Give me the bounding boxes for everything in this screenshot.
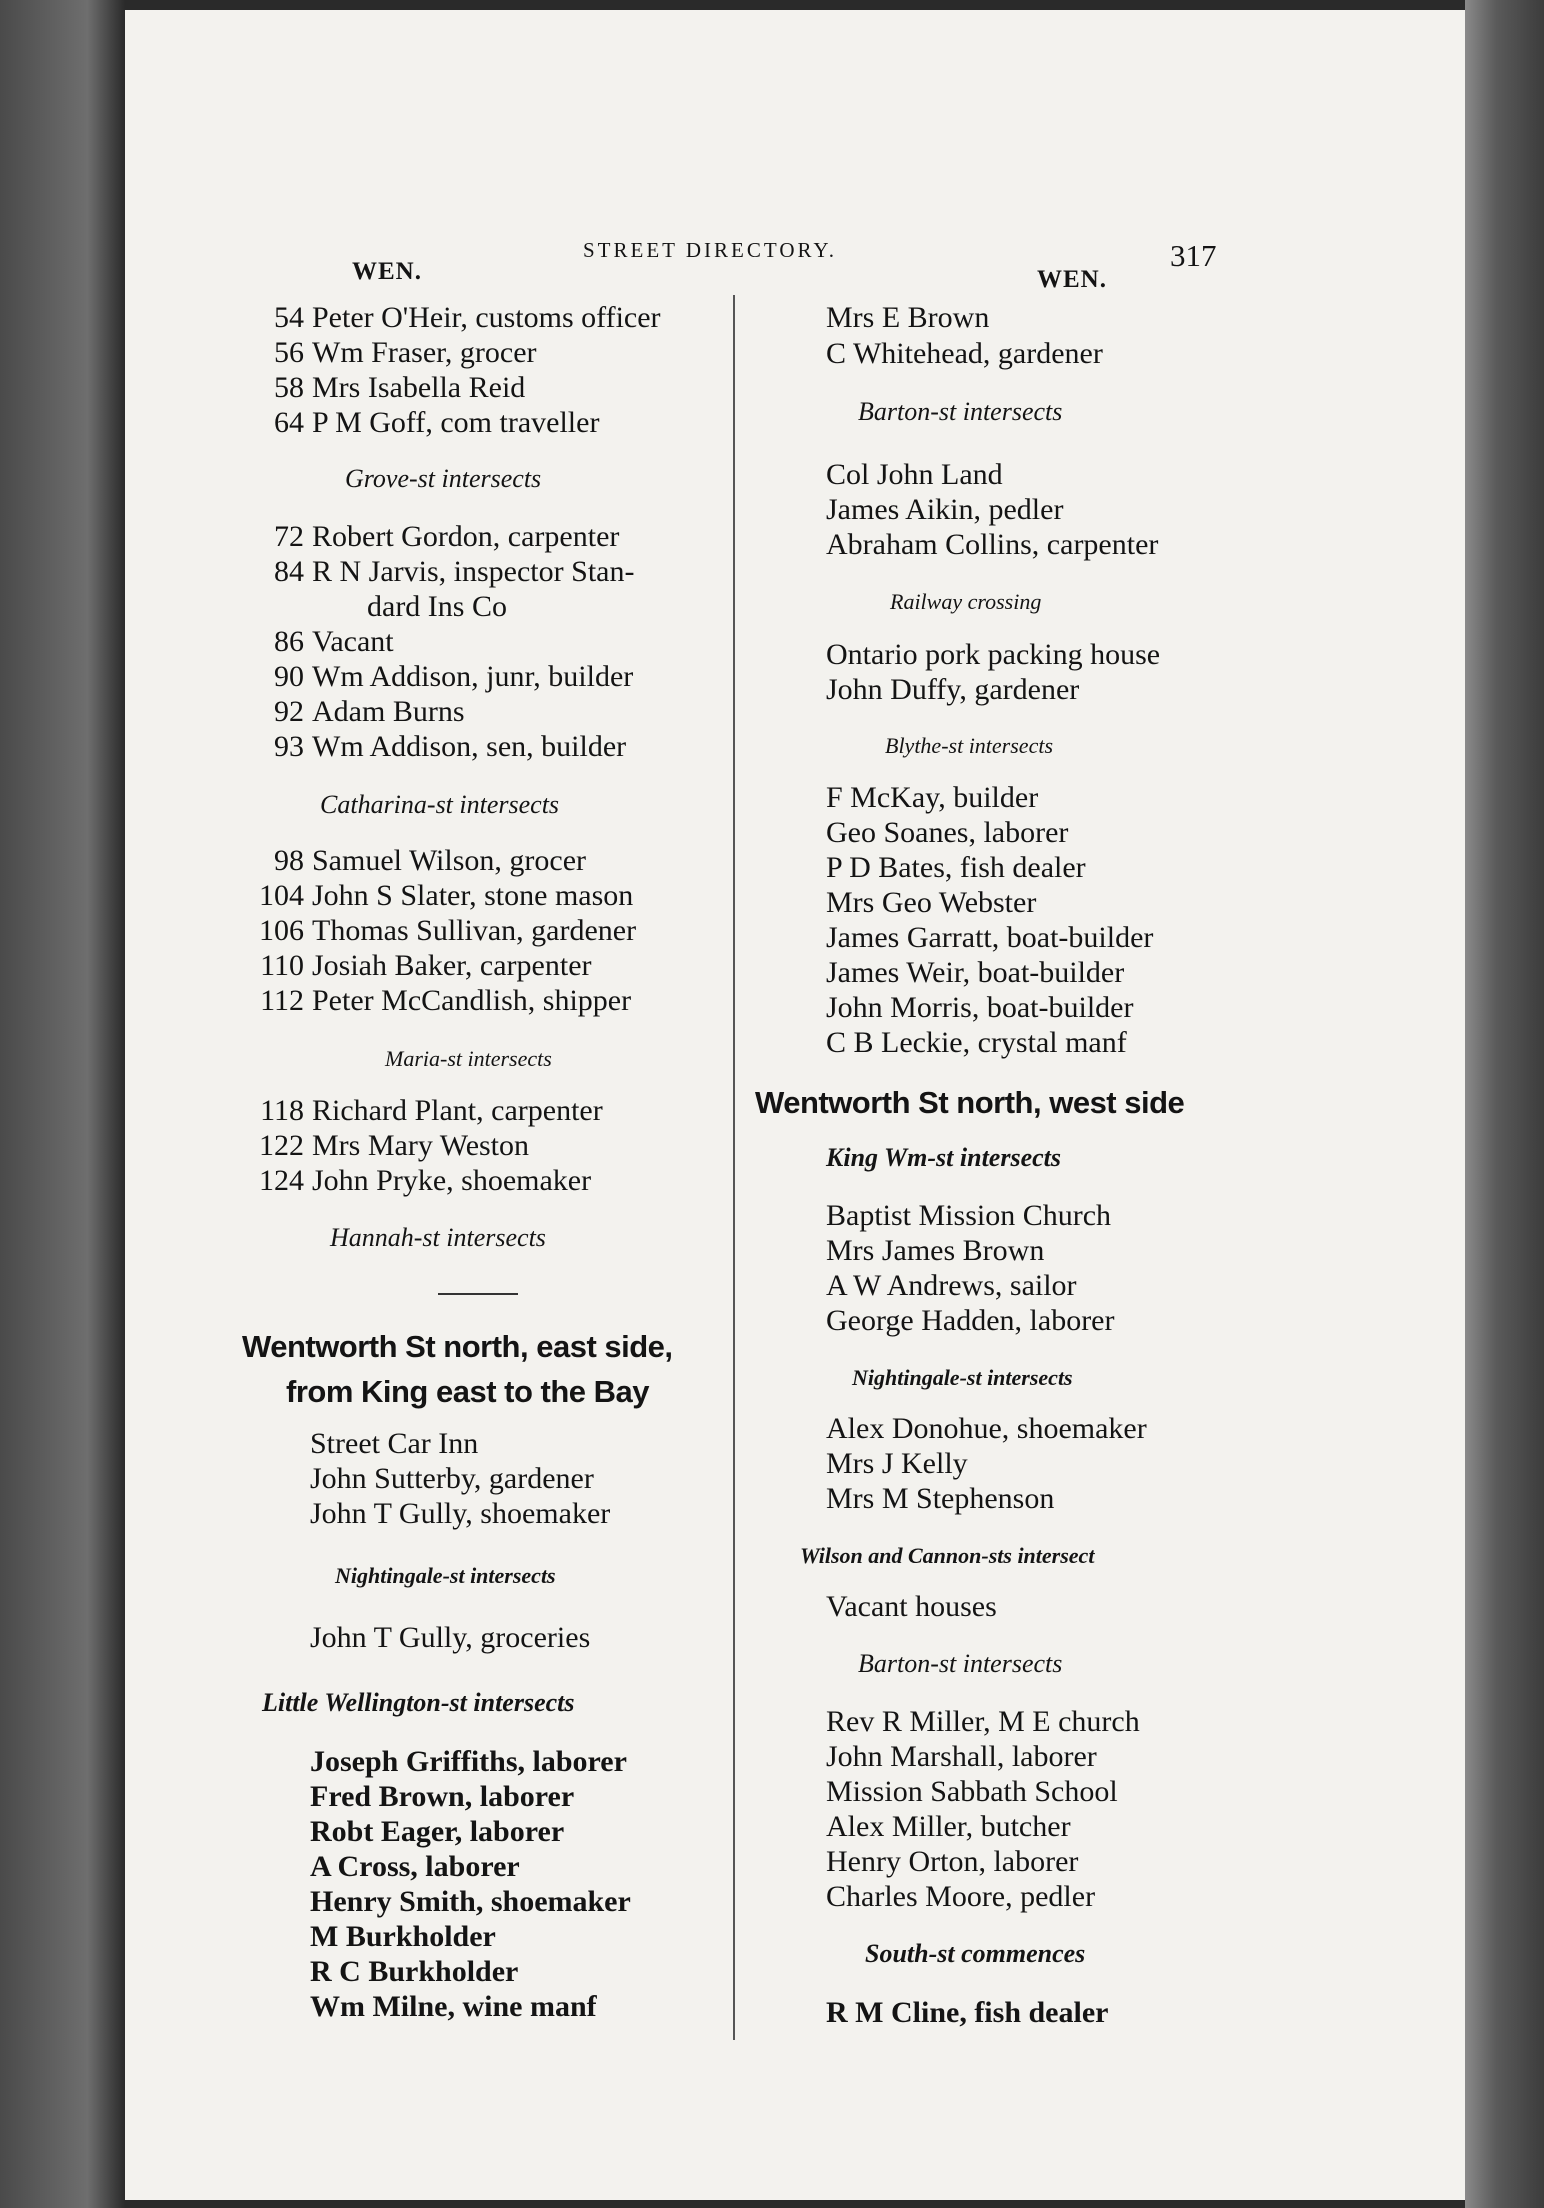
list-item: Henry Orton, laborer	[826, 1845, 1079, 1878]
entry-row: 56 Wm Fraser, grocer	[274, 336, 537, 369]
short-rule	[438, 1293, 518, 1295]
list-item: John Marshall, laborer	[826, 1740, 1097, 1773]
list-item: C B Leckie, crystal manf	[826, 1026, 1127, 1059]
list-item: Charles Moore, pedler	[826, 1880, 1096, 1913]
entry-row: 98 Samuel Wilson, grocer	[274, 844, 587, 877]
list-item: Henry Smith, shoemaker	[310, 1885, 631, 1918]
entry-row: 112 Peter McCandlish, shipper	[260, 984, 632, 1017]
entry-row: dard Ins Co	[367, 590, 507, 623]
section-nightingale-st-west: Nightingale-st intersects	[852, 1365, 1073, 1390]
list-item: Joseph Griffiths, laborer	[310, 1745, 627, 1778]
section-south-st: South-st commences	[865, 1939, 1086, 1968]
list-item: Alex Donohue, shoemaker	[826, 1412, 1147, 1445]
list-item: A W Andrews, sailor	[826, 1269, 1077, 1302]
entry-row: 84 R N Jarvis, inspector Stan-	[274, 555, 635, 588]
column-divider	[733, 295, 735, 2040]
section-king-wm-st: King Wm-st intersects	[826, 1143, 1062, 1172]
list-item: Geo Soanes, laborer	[826, 816, 1069, 849]
list-item: John Morris, boat-builder	[826, 991, 1134, 1024]
entry-row: 104 John S Slater, stone mason	[259, 879, 634, 912]
list-item: James Garratt, boat-builder	[826, 921, 1154, 954]
list-item: Abraham Collins, carpenter	[826, 528, 1159, 561]
section-maria-st: Maria-st intersects	[385, 1046, 552, 1071]
list-item: James Aikin, pedler	[826, 493, 1064, 526]
list-item: Mrs E Brown	[826, 301, 990, 334]
section-hannah-st: Hannah-st intersects	[330, 1223, 546, 1252]
entry-row: 124 John Pryke, shoemaker	[259, 1164, 592, 1197]
section-wilson-cannon-sts: Wilson and Cannon-sts intersect	[800, 1543, 1095, 1568]
list-item: A Cross, laborer	[310, 1850, 520, 1883]
section-little-wellington-st: Little Wellington-st intersects	[262, 1688, 575, 1717]
column-head-left: WEN.	[352, 258, 422, 285]
entry-row: 86 Vacant	[274, 625, 394, 658]
entry-row: 64 P M Goff, com traveller	[274, 406, 600, 439]
list-item: John Duffy, gardener	[826, 673, 1080, 706]
list-item: Robt Eager, laborer	[310, 1815, 565, 1848]
section-railway-crossing: Railway crossing	[890, 589, 1042, 614]
section-blythe-st: Blythe-st intersects	[885, 733, 1054, 758]
page-number: 317	[1170, 238, 1217, 273]
section-barton-st-1: Barton-st intersects	[858, 397, 1063, 426]
column-head-right: WEN.	[1037, 266, 1107, 293]
entry-row: 92 Adam Burns	[274, 695, 465, 728]
list-item: John Sutterby, gardener	[310, 1462, 594, 1495]
list-item: John T Gully, groceries	[310, 1621, 591, 1654]
section-grove-st: Grove-st intersects	[345, 464, 542, 493]
entry-row: 110 Josiah Baker, carpenter	[260, 949, 592, 982]
list-item: P D Bates, fish dealer	[826, 851, 1086, 884]
list-item: James Weir, boat-builder	[826, 956, 1125, 989]
list-item: R M Cline, fish dealer	[826, 1996, 1109, 2029]
list-item: Mrs M Stephenson	[826, 1482, 1055, 1515]
list-item: John T Gully, shoemaker	[310, 1497, 611, 1530]
list-item: Mrs Geo Webster	[826, 886, 1037, 919]
list-item: Wm Milne, wine manf	[310, 1990, 597, 2023]
list-item: R C Burkholder	[310, 1955, 519, 1988]
section-heading-east-side-sub: from King east to the Bay	[286, 1374, 649, 1409]
entry-row: 90 Wm Addison, junr, builder	[274, 660, 634, 693]
list-item: Rev R Miller, M E church	[826, 1705, 1140, 1738]
list-item: Baptist Mission Church	[826, 1199, 1112, 1232]
list-item: Vacant houses	[826, 1590, 997, 1623]
entry-row: 118 Richard Plant, carpenter	[260, 1094, 603, 1127]
entry-row: 58 Mrs Isabella Reid	[274, 371, 526, 404]
entry-row: 72 Robert Gordon, carpenter	[274, 520, 620, 553]
entry-row: 122 Mrs Mary Weston	[259, 1129, 530, 1162]
section-catharina-st: Catharina-st intersects	[320, 790, 560, 819]
list-item: Alex Miller, butcher	[826, 1810, 1071, 1843]
entry-row: 106 Thomas Sullivan, gardener	[259, 914, 637, 947]
list-item: Ontario pork packing house	[826, 638, 1161, 671]
list-item: Col John Land	[826, 458, 1003, 491]
section-barton-st-2: Barton-st intersects	[858, 1649, 1063, 1678]
list-item: George Hadden, laborer	[826, 1304, 1115, 1337]
list-item: Fred Brown, laborer	[310, 1780, 575, 1813]
list-item: Mission Sabbath School	[826, 1775, 1118, 1808]
list-item: Street Car Inn	[310, 1427, 479, 1460]
list-item: Mrs James Brown	[826, 1234, 1045, 1267]
entry-row: 93 Wm Addison, sen, builder	[274, 730, 627, 763]
list-item: Mrs J Kelly	[826, 1447, 968, 1480]
page-edge-right	[1465, 0, 1544, 2208]
section-nightingale-st-east: Nightingale-st intersects	[335, 1563, 556, 1588]
list-item: C Whitehead, gardener	[826, 337, 1103, 370]
entry-row: 54 Peter O'Heir, customs officer	[274, 301, 661, 334]
page-header-title: STREET DIRECTORY.	[583, 238, 838, 262]
list-item: M Burkholder	[310, 1920, 496, 1953]
section-heading-east-side: Wentworth St north, east side,	[242, 1329, 673, 1364]
section-heading-west-side: Wentworth St north, west side	[755, 1085, 1185, 1120]
page-edge-left	[0, 0, 125, 2208]
list-item: F McKay, builder	[826, 781, 1039, 814]
